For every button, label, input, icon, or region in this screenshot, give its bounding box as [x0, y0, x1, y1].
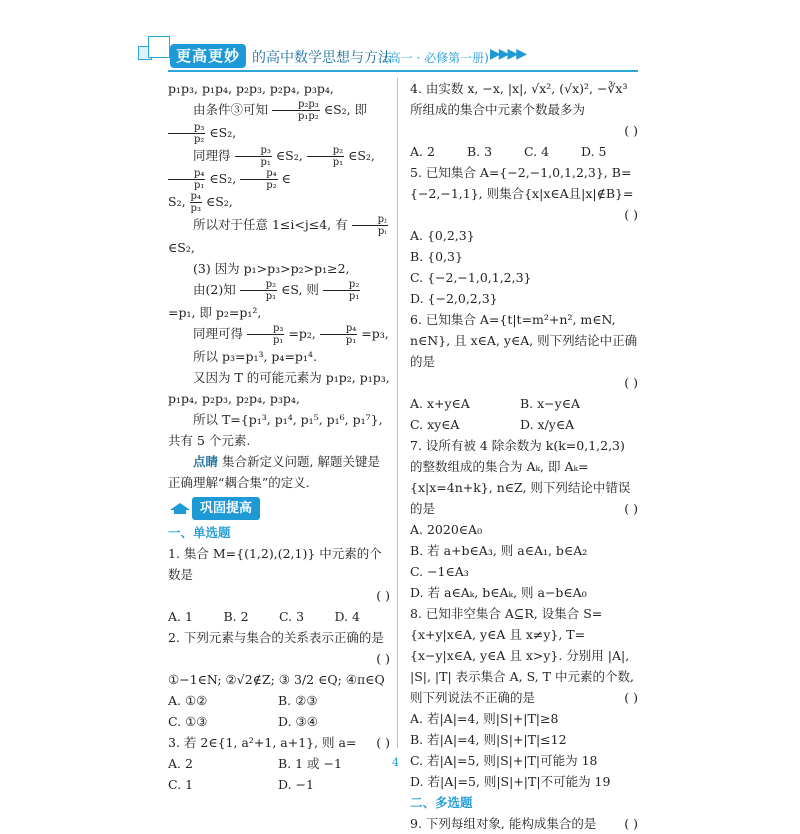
- option: D. x/y∈A: [520, 417, 575, 432]
- option: C. 若|A|=5, 则|S|+|T|可能为 18: [410, 753, 598, 768]
- fraction: $\frac{\text{p₂}}{\text{p₁}}$: [323, 279, 360, 302]
- answer-bracket: ( ): [624, 123, 638, 138]
- answer-bracket: ( ): [624, 816, 638, 831]
- page-header: [0, 0, 800, 78]
- fraction: $\frac{\text{p₃}}{\text{p₂}}$: [168, 122, 205, 145]
- answer-bracket: ( ): [376, 735, 390, 750]
- dianjing-note: 点睛 集合新定义问题, 解题关键是正确理解“耦合集”的定义.: [168, 454, 380, 490]
- option: D. ③④: [278, 714, 318, 729]
- question-2: 2. 下列元素与集合的关系表示正确的是: [168, 630, 384, 645]
- question-1: 1. 集合 M={(1,2),(2,1)} 中元素的个数是: [168, 546, 382, 582]
- options-q2: [168, 690, 390, 711]
- option: C. 3: [279, 609, 305, 624]
- options-q6: [410, 393, 638, 414]
- option: D. 若 a∈Aₖ, b∈Aₖ, 则 a−b∈A₀: [410, 585, 587, 600]
- options-q4: [410, 141, 638, 162]
- option: A. 2020∈A₀: [410, 522, 483, 537]
- header-title: 的高中数学思想与方法: [252, 50, 392, 66]
- option: C. 4: [524, 144, 550, 159]
- answer-bracket: ( ): [624, 207, 638, 222]
- options-q2: [168, 711, 390, 732]
- option: B. x−y∈A: [520, 396, 580, 411]
- header-subtitle: (高一 · 必修第一册): [384, 51, 489, 65]
- question-9: 9. 下列每组对象, 能构成集合的是 ( ): [410, 813, 638, 834]
- page-number: 4: [392, 756, 399, 769]
- answer-bracket: ( ): [376, 651, 390, 666]
- option: A. 2: [168, 756, 193, 771]
- text-line: 所以 T={p₁³, p₁⁴, p₁⁵, p₁⁶, p₁⁷}, 共有 5 个元素.: [168, 412, 383, 448]
- text-line: (3) 因为 p₁>p₃>p₂>p₁≥2,: [193, 261, 350, 276]
- fraction: $\frac{\text{p₄}}{\text{p₁}}$: [168, 168, 205, 191]
- fraction: $\frac{\text{p₃}}{\text{p₁}}$: [247, 323, 284, 346]
- options-q3: [168, 753, 390, 774]
- option: B. 若 a+b∈A₃, 则 a∈A₁, b∈A₂: [410, 543, 588, 558]
- text-line: 由(2)知 $\frac{\text{p₂}}{\text{p₁}}$ ∈S, 则 $\frac{\text{p₂}}{\text{p₁}}$ =p₁, 即 p₂=p₁²,: [168, 279, 360, 320]
- answer-bracket: ( ): [376, 588, 390, 603]
- option: A. {0,2,3}: [410, 228, 475, 243]
- option: A. 2: [410, 144, 435, 159]
- section-heading: 二、多选题: [410, 795, 473, 810]
- left-column: [168, 78, 390, 795]
- option: D. 若|A|=5, 则|S|+|T|不可能为 19: [410, 774, 611, 789]
- option: C. 1: [168, 777, 194, 792]
- fraction: $\frac{\text{p₂}}{\text{p₁}}$: [240, 279, 277, 302]
- option: A. x+y∈A: [410, 396, 470, 411]
- question-6: 6. 已知集合 A={t|t=m²+n², m∈N, n∈N}, 且 x∈A, y∈A, 则下列结论中正确的是: [410, 312, 638, 369]
- option: C. {−2,−1,0,1,2,3}: [410, 270, 532, 285]
- text-line: S₂, $\frac{\text{p₄}}{\text{p₃}}$ ∈S₂,: [168, 191, 233, 214]
- banner-title: 巩固提高: [192, 497, 260, 520]
- text-line: 所以 p₃=p₁³, p₄=p₁⁴.: [193, 349, 317, 364]
- section-heading: 一、单选题: [168, 525, 231, 540]
- option: B. 1 或 −1: [278, 756, 342, 771]
- option: C. xy∈A: [410, 417, 460, 432]
- question-5: 5. 已知集合 A={−2,−1,0,1,2,3}, B={−2,−1,1}, 则集合{x|x∈A且|x|∉B}=: [410, 165, 634, 201]
- graduation-cap-icon: [168, 500, 192, 518]
- question-2-statements: ①−1∈N; ②√2∉Z; ③ 3/2 ∈Q; ④π∈Q: [168, 672, 385, 687]
- question-3: 3. 若 2∈{1, a²+1, a+1}, 则 a= ( ): [168, 732, 390, 753]
- answer-bracket: ( ): [624, 375, 638, 390]
- option: A. ①②: [168, 693, 208, 708]
- text-line: p₁p₃, p₁p₄, p₂p₃, p₂p₄, p₃p₄,: [168, 81, 334, 96]
- option: D. 5: [581, 144, 607, 159]
- option: B. {0,3}: [410, 249, 463, 264]
- right-column: [410, 78, 638, 834]
- option: A. 若|A|=4, 则|S|+|T|≥8: [410, 711, 559, 726]
- option: D. −1: [278, 777, 314, 792]
- fraction: $\frac{\text{p₂p₃}}{\text{p₁p₂}}$: [272, 99, 320, 122]
- answer-bracket: ( ): [624, 501, 638, 516]
- text-line: 所以对于任意 1≤i<j≤4, 有 $\frac{\text{pⱼ}}{\text{pᵢ}}$ ∈S₂,: [168, 214, 387, 255]
- header-brand: 更高更妙: [170, 44, 246, 68]
- question-4: 4. 由实数 x, −x, |x|, √x², (√x)², −∛x³ 所组成的集合中元素个数最多为: [410, 81, 628, 117]
- dianjing-label: 点睛: [193, 454, 219, 469]
- text-line: 同理得 $\frac{\text{p₃}}{\text{p₁}}$ ∈S₂, $\frac{\text{p₂}}{\text{p₁}}$ ∈S₂, $\frac{\text{p₄}}{\text{p₁}}$ ∈S₂, $\frac{\text{p₄}}{\text{p₂}}$ ∈: [168, 145, 390, 191]
- answer-bracket: ( ): [624, 690, 638, 705]
- options-q3: [168, 774, 390, 795]
- text-line: 同理可得 $\frac{\text{p₃}}{\text{p₁}}$ =p₂, $\frac{\text{p₄}}{\text{p₁}}$ =p₃,: [193, 323, 389, 346]
- options-q6: [410, 414, 638, 435]
- question-7: 7. 设所有被 4 除余数为 k(k=0,1,2,3) 的整数组成的集合为 Aₖ, 即 Aₖ={x|x=4n+k}, n∈Z, 则下列结论中错误的是 ( ): [410, 435, 638, 519]
- text-line: 由条件③可知 $\frac{\text{p₂p₃}}{\text{p₁p₂}}$ ∈S₂, 即 $\frac{\text{p₃}}{\text{p₂}}$ ∈S₂,: [168, 99, 390, 145]
- option: A. 1: [168, 609, 193, 624]
- fraction: $\frac{\text{p₄}}{\text{p₁}}$: [320, 323, 357, 346]
- option: C. ①③: [168, 714, 208, 729]
- column-divider: [397, 78, 398, 748]
- option: D. 4: [334, 609, 360, 624]
- header-square: [148, 36, 170, 58]
- text-line: 又因为 T 的可能元素为 p₁p₂, p₁p₃, p₁p₄, p₂p₃, p₂p₄, p₃p₄,: [168, 370, 390, 406]
- fraction: $\frac{\text{pⱼ}}{\text{pᵢ}}$: [352, 214, 388, 237]
- question-8: 8. 已知非空集合 A⊆R, 设集合 S={x+y|x∈A, y∈A 且 x≠y}, T={x−y|x∈A, y∈A 且 x>y}. 分别用 |A|, |S|, |T| 表示集合 A, S, T 中元素的个数, 则下列说法不正确的是 ( ): [410, 603, 638, 708]
- option: B. 2: [223, 609, 249, 624]
- option: C. −1∈A₃: [410, 564, 469, 579]
- option: B. 3: [467, 144, 493, 159]
- option: D. {−2,0,2,3}: [410, 291, 498, 306]
- fraction: $\frac{\text{p₃}}{\text{p₁}}$: [235, 145, 272, 168]
- option: B. 若|A|=4, 则|S|+|T|≤12: [410, 732, 567, 747]
- fraction: $\frac{\text{p₄}}{\text{p₂}}$: [240, 168, 277, 191]
- header-arrows-icon: ▶▶▶▶: [490, 46, 526, 62]
- section-banner: [168, 497, 390, 520]
- header-rule: [168, 70, 638, 72]
- options-q1: [168, 606, 390, 627]
- fraction: $\frac{\text{p₄}}{\text{p₃}}$: [190, 191, 201, 214]
- option: B. ②③: [278, 693, 318, 708]
- fraction: $\frac{\text{p₂}}{\text{p₁}}$: [307, 145, 344, 168]
